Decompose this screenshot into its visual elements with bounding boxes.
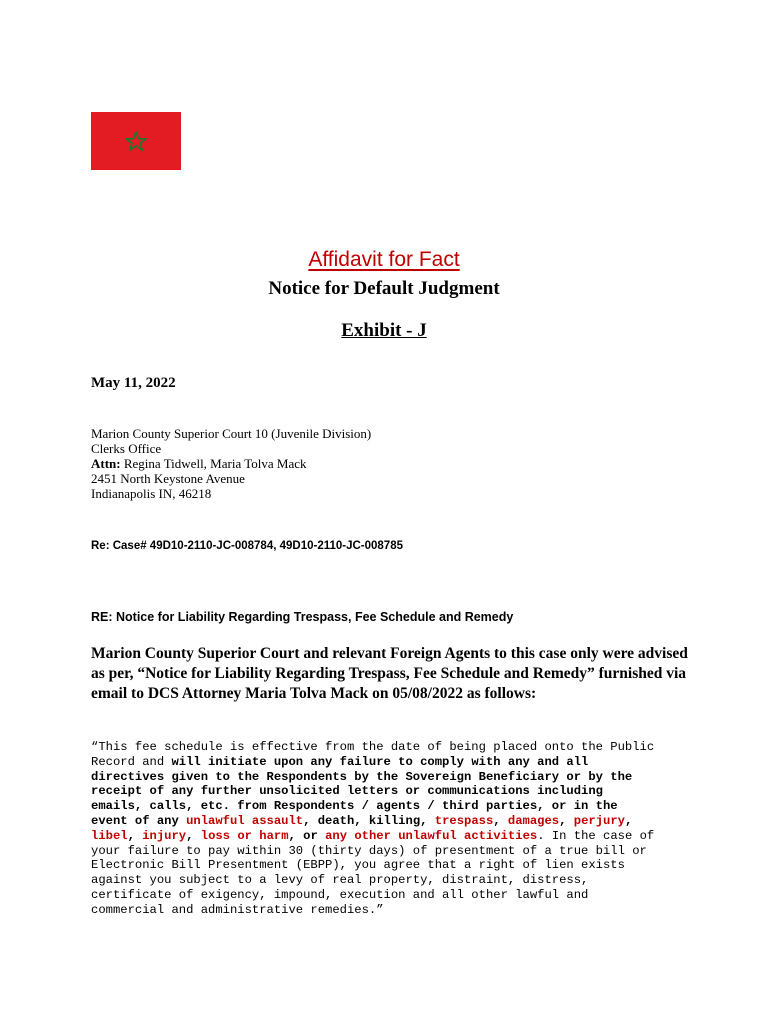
quote-bold-text: will initiate upon any failure to comply with any and all: [171, 754, 589, 769]
quote-line: directives given to the Respondents by the Sovereign Beneficiary or by the: [91, 769, 633, 784]
quote-highlight-text: unlawful assault: [186, 813, 304, 828]
recipient-address: [91, 426, 371, 501]
quote-bold-text: ,: [493, 813, 508, 828]
quote-highlight-text: libel: [91, 828, 128, 843]
quote-line: Electronic Bill Presentment (EBPP), you agree that a right of lien exists: [91, 858, 625, 873]
quote-line: your failure to pay within 30 (thirty days) of presentment of a true bill or: [91, 843, 647, 858]
attn-value: Regina Tidwell, Maria Tolva Mack: [120, 456, 307, 471]
address-attn: [91, 456, 371, 471]
quote-bold-text: ,: [186, 828, 201, 843]
quote-bold-text: ,: [127, 828, 143, 843]
quote-line: [91, 755, 711, 770]
quote-highlight-text: damages: [507, 813, 560, 828]
address-line: 2451 North Keystone Avenue: [91, 471, 245, 486]
quote-bold-text: ,: [559, 813, 574, 828]
quote-line: emails, calls, etc. from Respondents / agents / third parties, or in the: [91, 799, 618, 814]
quote-text: Record and: [91, 754, 172, 769]
address-line: Indianapolis IN, 46218: [91, 486, 212, 501]
quote-bold-text: , death, killing,: [303, 813, 435, 828]
address-line: Marion County Superior Court 10 (Juvenile Division): [91, 426, 372, 441]
document-date: May 11, 2022: [91, 375, 176, 391]
pentagram-star-icon: [125, 130, 147, 152]
quote-line: [91, 829, 711, 844]
quote-bold-text: , or: [288, 828, 326, 843]
quote-highlight-text: any other unlawful activities: [325, 828, 538, 843]
exhibit-label: Exhibit - J: [341, 320, 427, 341]
quote-highlight-text: trespass: [434, 813, 494, 828]
quote-line: “This fee schedule is effective from the date of being placed onto the Public: [91, 740, 655, 754]
morocco-flag: [91, 112, 181, 170]
quote-highlight-text: injury: [142, 828, 187, 843]
document-subtitle: Notice for Default Judgment: [268, 278, 500, 299]
notice-reference: RE: Notice for Liability Regarding Trespass, Fee Schedule and Remedy: [91, 610, 514, 624]
quote-bold-text: event of any: [91, 813, 187, 828]
paragraph-line: Marion County Superior Court and relevant Foreign Agents to this case only were advised: [91, 645, 688, 662]
quote-line: commercial and administrative remedies.”: [91, 902, 384, 917]
quote-line: [91, 814, 711, 829]
quoted-fee-schedule: [91, 740, 711, 918]
quote-line: against you subject to a levy of real property, distraint, distress,: [91, 873, 589, 888]
quote-bold-text: ,: [624, 813, 633, 828]
paragraph-line: email to DCS Attorney Maria Tolva Mack on 05/08/2022 as follows:: [91, 685, 537, 702]
quote-highlight-text: perjury: [573, 813, 625, 828]
quote-text: . In the case of: [537, 828, 655, 843]
address-line: Clerks Office: [91, 441, 162, 456]
case-reference: Re: Case# 49D10-2110-JC-008784, 49D10-2110-JC-008785: [91, 540, 403, 552]
document-title: Affidavit for Fact: [308, 248, 460, 271]
quote-line: receipt of any further unsolicited letters or communications including: [91, 784, 603, 799]
body-paragraph: [91, 644, 701, 704]
attn-label: Attn:: [91, 456, 121, 471]
quote-line: certificate of exigency, impound, execution and all other lawful and: [91, 887, 589, 902]
quote-highlight-text: loss or harm: [200, 828, 289, 843]
paragraph-line: as per, “Notice for Liability Regarding Trespass, Fee Schedule and Remedy” furnished via: [91, 665, 687, 682]
